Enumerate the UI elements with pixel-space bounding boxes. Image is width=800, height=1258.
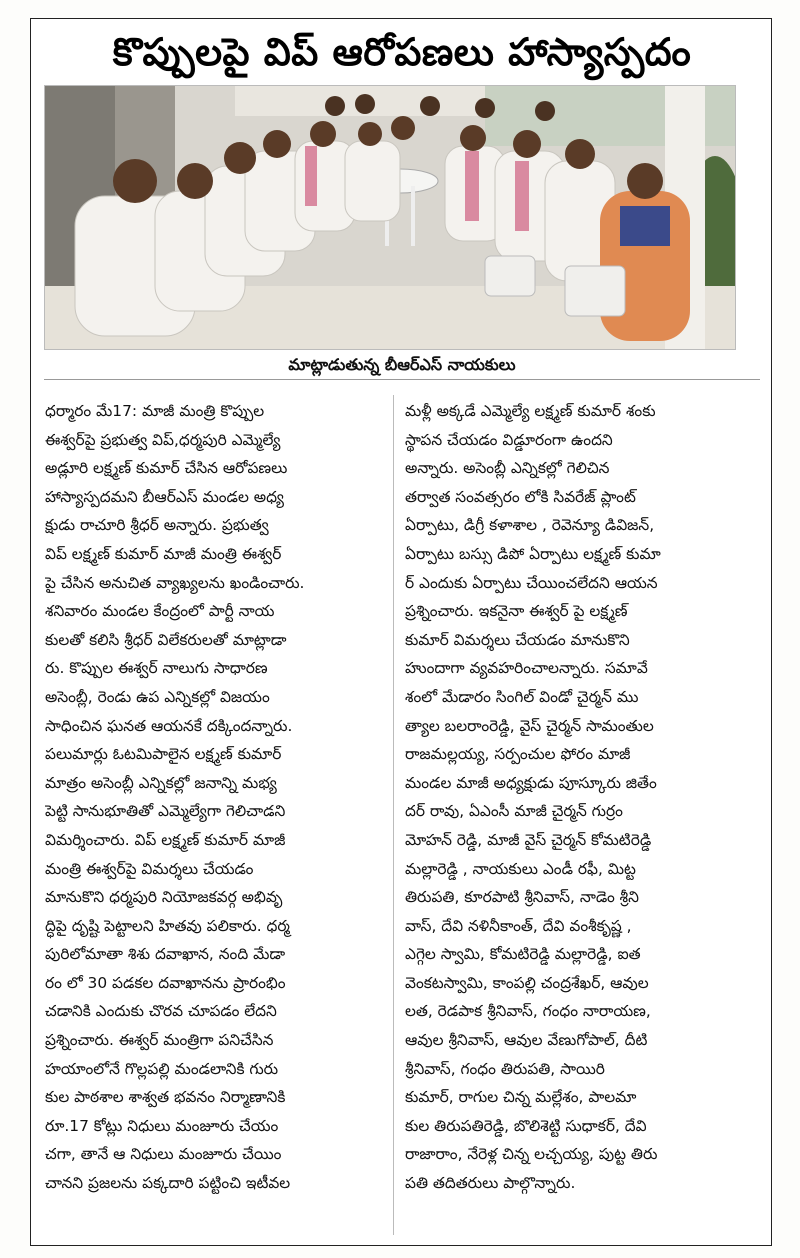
- article-text-line: ఏర్పాటు, డిగ్రీ కళాశాల , రెవెన్యూ డివిజన్,: [405, 516, 655, 535]
- article-text-line: ధర్మారం మే17: మాజీ మంత్రి కొప్పుల: [45, 402, 265, 420]
- article-text-line: వాస్, దేవి నళినీకాంత్, దేవి వంశీకృష్ణ ,: [405, 916, 632, 935]
- article-text-line: పతి తదితరులు పాల్గొన్నారు.: [405, 1174, 576, 1193]
- article-column-left: [45, 397, 393, 1198]
- article-text-line: రు. కొప్పుల ఈశ్వర్ నాలుగు సాధారణ: [45, 659, 268, 678]
- article-text-line: రాజమల్లయ్య, సర్పంచుల ఫోరం మాజీ: [405, 745, 631, 764]
- article-text-line: తర్వాత సంవత్సరం లోకి సివరేజ్ ప్లాంట్: [405, 487, 636, 506]
- article-text-line: మాత్రం అసెంబ్లీ ఎన్నికల్లో జనాన్ని మభ్య: [45, 773, 277, 792]
- article-text-line: అన్నారు. అసెంబ్లీ ఎన్నికల్లో గెలిచిన: [405, 459, 610, 478]
- article-text-line: రం లో 30 పడకల దవాఖానను ప్రారంభిం: [45, 973, 286, 992]
- column-divider: [393, 395, 394, 1235]
- article-text-line: చడానికి ఎందుకు చొరవ చూపడం లేదని: [45, 1002, 277, 1021]
- article-text-line: కుల తిరుపతిరెడ్డి, బొలిశెట్టి సుధాకర్, దేవి: [405, 1116, 647, 1135]
- article-text-line: మండల మాజీ అధ్యక్షుడు పూస్కూరు జితేం: [405, 773, 657, 792]
- article-text-line: శంలో మేడారం సింగిల్ విండో చైర్మన్ ము: [405, 687, 639, 706]
- article-text-line: సాధించిన ఘనత ఆయనకే దక్కిందన్నారు.: [45, 716, 293, 735]
- article-text-line: విప్ లక్ష్మణ్ కుమార్ మాజీ మంత్రి ఈశ్వర్: [45, 544, 282, 563]
- article-text-line: చగా, తానే ఆ నిధులు మంజూరు చేయిం: [45, 1145, 282, 1164]
- article-text-line: కుల పాఠశాల శాశ్వత భవనం నిర్మాణానికి: [45, 1088, 286, 1107]
- photo-caption: మాట్లాడుతున్న బీఆర్ఎస్ నాయకులు: [288, 355, 516, 374]
- article-text-line: ప్రశ్నించారు. ఇకనైనా ఈశ్వర్ పై లక్ష్మణ్: [405, 602, 628, 621]
- article-text-line: శ్రీనివాస్, గంధం తిరుపతి, సాయిరి: [405, 1059, 605, 1078]
- article-text-line: క్షుడు రాచూరి శ్రీధర్ అన్నారు. ప్రభుత్వ: [45, 516, 269, 535]
- article-text-line: పురిలోమాతా శిశు దవాఖాన, నంది మేడా: [45, 945, 286, 964]
- article-text-line: మానుకొని ధర్మపురి నియోజకవర్గ అభివృ: [45, 888, 283, 907]
- article-text-line: పలుమార్లు ఓటమిపాలైన లక్ష్మణ్ కుమార్: [45, 745, 282, 764]
- article-text-line: లత, రెడపాక శ్రీనివాస్, గంధం నారాయణ,: [405, 1002, 651, 1021]
- article-text-line: చానని ప్రజలను పక్కదారి పట్టించి ఇటీవల: [45, 1174, 291, 1193]
- article-text-line: స్థాపన చేయడం విడ్డూరంగా ఉందని: [405, 430, 613, 449]
- caption-rule: [44, 379, 760, 380]
- group-meeting-photo: [45, 86, 735, 349]
- article-text-line: ఈశ్వర్‌పై ప్రభుత్వ విప్,ధర్మపురి ఎమ్మెల్యే: [45, 430, 281, 449]
- article-text-line: అడ్లూరి లక్ష్మణ్ కుమార్ చేసిన ఆరోపణలు: [45, 459, 288, 478]
- article-text-line: మంత్రి ఈశ్వర్‌పై విమర్శలు చేయడం: [45, 859, 254, 878]
- news-photo: [44, 85, 736, 350]
- article-text-line: విమర్శించారు. విప్ లక్ష్మణ్ కుమార్ మాజీ: [45, 830, 286, 849]
- article-text-line: ఏర్పాటు బస్సు డిపో ఏర్పాటు లక్ష్మణ్ కుమా: [405, 544, 661, 563]
- article-text-line: పెట్టి సానుభూతితో ఎమ్మెల్యేగా గెలిచాడని: [45, 802, 286, 821]
- article-text-line: మోహన్ రెడ్డి, మాజీ వైస్ చైర్మన్ కోమటిరెడ్డి: [405, 830, 652, 849]
- article-text-line: పై చేసిన అనుచిత వ్యాఖ్యలను ఖండించారు.: [45, 573, 305, 592]
- article-text-line: రాజారాం, నేరెళ్ల చిన్న లచ్చయ్య, పుట్ట తిరు: [405, 1145, 658, 1164]
- article-text-line: హుందాగా వ్యవహరించాలన్నారు. సమావే: [405, 659, 648, 678]
- article-text-line: రూ.17 కోట్లు నిధులు మంజూరు చేయం: [45, 1116, 279, 1135]
- article-text-line: త్యాల బలరాంరెడ్డి, వైస్ చైర్మన్ సామంతుల: [405, 716, 654, 735]
- headline: కొప్పులపై విప్ ఆరోపణలు హాస్యాస్పదం: [112, 30, 692, 74]
- article-text-line: దర్ రావు, ఏఎంసీ మాజీ చైర్మన్ గుర్రం: [405, 802, 623, 821]
- article-column-right: [405, 397, 753, 1198]
- article-text-line: మల్లారెడ్డి , నాయకులు ఎండీ రఫీ, మిట్ట: [405, 859, 636, 878]
- article-text-line: మళ్లీ అక్కడే ఎమ్మెల్యే లక్ష్మణ్ కుమార్ శంకు: [405, 402, 656, 420]
- article-text-line: తిరుపతి, కూరపాటి శ్రీనివాస్, నాడెం శ్రీని: [405, 888, 639, 907]
- article-text-line: వెంకటస్వామి, కాంపల్లి చంద్రశేఖర్, ఆవుల: [405, 973, 649, 992]
- article-text-line: ద్ధిపై దృష్టి పెట్టాలని హితవు పలికారు. ధర్మ: [45, 916, 290, 935]
- article-frame: [30, 18, 772, 1246]
- article-text-line: ప్రశ్నించారు. ఈశ్వర్ మంత్రిగా పనిచేసిన: [45, 1031, 274, 1050]
- article-text-line: ర్ ఎందుకు ఏర్పాటు చేయించలేదని ఆయన: [405, 573, 658, 592]
- article-text-line: కులతో కలిసి శ్రీధర్ విలేకరులతో మాట్లాడా: [45, 630, 287, 649]
- article-text-line: కుమార్, రాగుల చిన్న మల్లేశం, పాలమా: [405, 1088, 637, 1107]
- article-text-line: ఆవుల శ్రీనివాస్, ఆవుల వేణుగోపాల్, దీటి: [405, 1031, 648, 1050]
- article-text-line: కుమార్ విమర్శలు చేయడం మానుకొని: [405, 630, 630, 649]
- article-text-line: శనివారం మండల కేంద్రంలో పార్టీ నాయ: [45, 602, 275, 621]
- article-text-line: అసెంబ్లీ, రెండు ఉప ఎన్నికల్లో విజయం: [45, 687, 270, 706]
- article-text-line: హాస్యాస్పదమని బీఆర్ఎస్ మండల అధ్య: [45, 487, 284, 506]
- article-text-line: ఎగ్గెల స్వామి, కోమటిరెడ్డి మల్లారెడ్డి, ఐత: [405, 945, 641, 964]
- article-text-line: హయాంలోనే గొల్లపల్లి మండలానికి గురు: [45, 1059, 279, 1078]
